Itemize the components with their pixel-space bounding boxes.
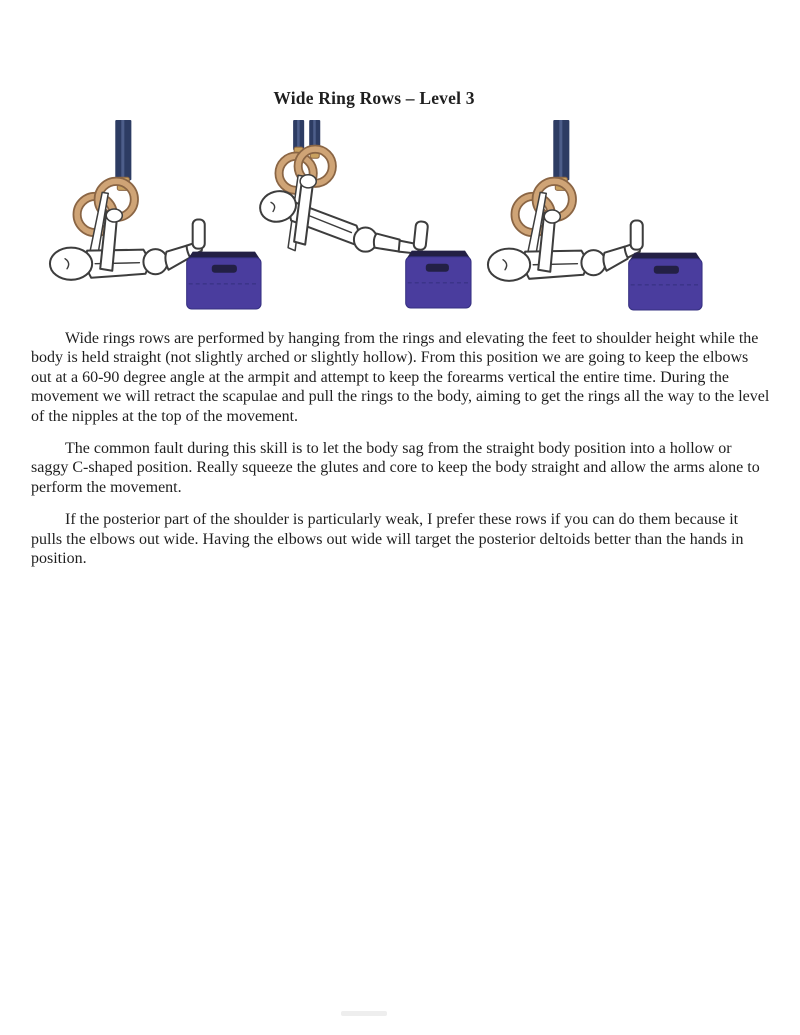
ring-row-start-illustration xyxy=(44,120,272,316)
paragraph-overview: Wide rings rows are performed by hanging from the rings and elevating the feet to shoulder height while the body is held straight (not slightly arched or slightly hollow). From this position we are going to keep the elbows out at a 60-90 degree angle at the armpit and attempt to keep the forearms vertical the entire time. During the movement we will retract the scapulae and pull the rings to the body, aiming to get the rings all the way to the level of the nipples at the top of the movement. xyxy=(31,330,770,425)
plyo-box-icon xyxy=(629,253,702,310)
mannequin-arm-head xyxy=(488,210,560,281)
mannequin-arm-head xyxy=(50,209,122,280)
exercise-illustrations xyxy=(0,120,800,320)
footer-faint-mark xyxy=(341,1011,387,1016)
ring-row-top-illustration xyxy=(254,120,482,316)
plyo-box-icon xyxy=(187,252,261,309)
body-text xyxy=(31,329,772,581)
paragraph-posterior-shoulder: If the posterior part of the shoulder is particularly weak, I prefer these rows if you can do them because it pulls the elbows out wide. Having the elbows out wide will target the posterior deltoids better than the hands in position. xyxy=(31,511,744,568)
page-title: Wide Ring Rows – Level 3 xyxy=(273,88,475,108)
plyo-box-icon xyxy=(406,251,471,308)
ring-row-finish-illustration xyxy=(482,120,710,316)
paragraph-common-fault: The common fault during this skill is to let the body sag from the straight body position into a hollow or saggy C-shaped position. Really squeeze the glutes and core to keep the body straight and allow the arms alone to perform the movement. xyxy=(31,440,760,496)
